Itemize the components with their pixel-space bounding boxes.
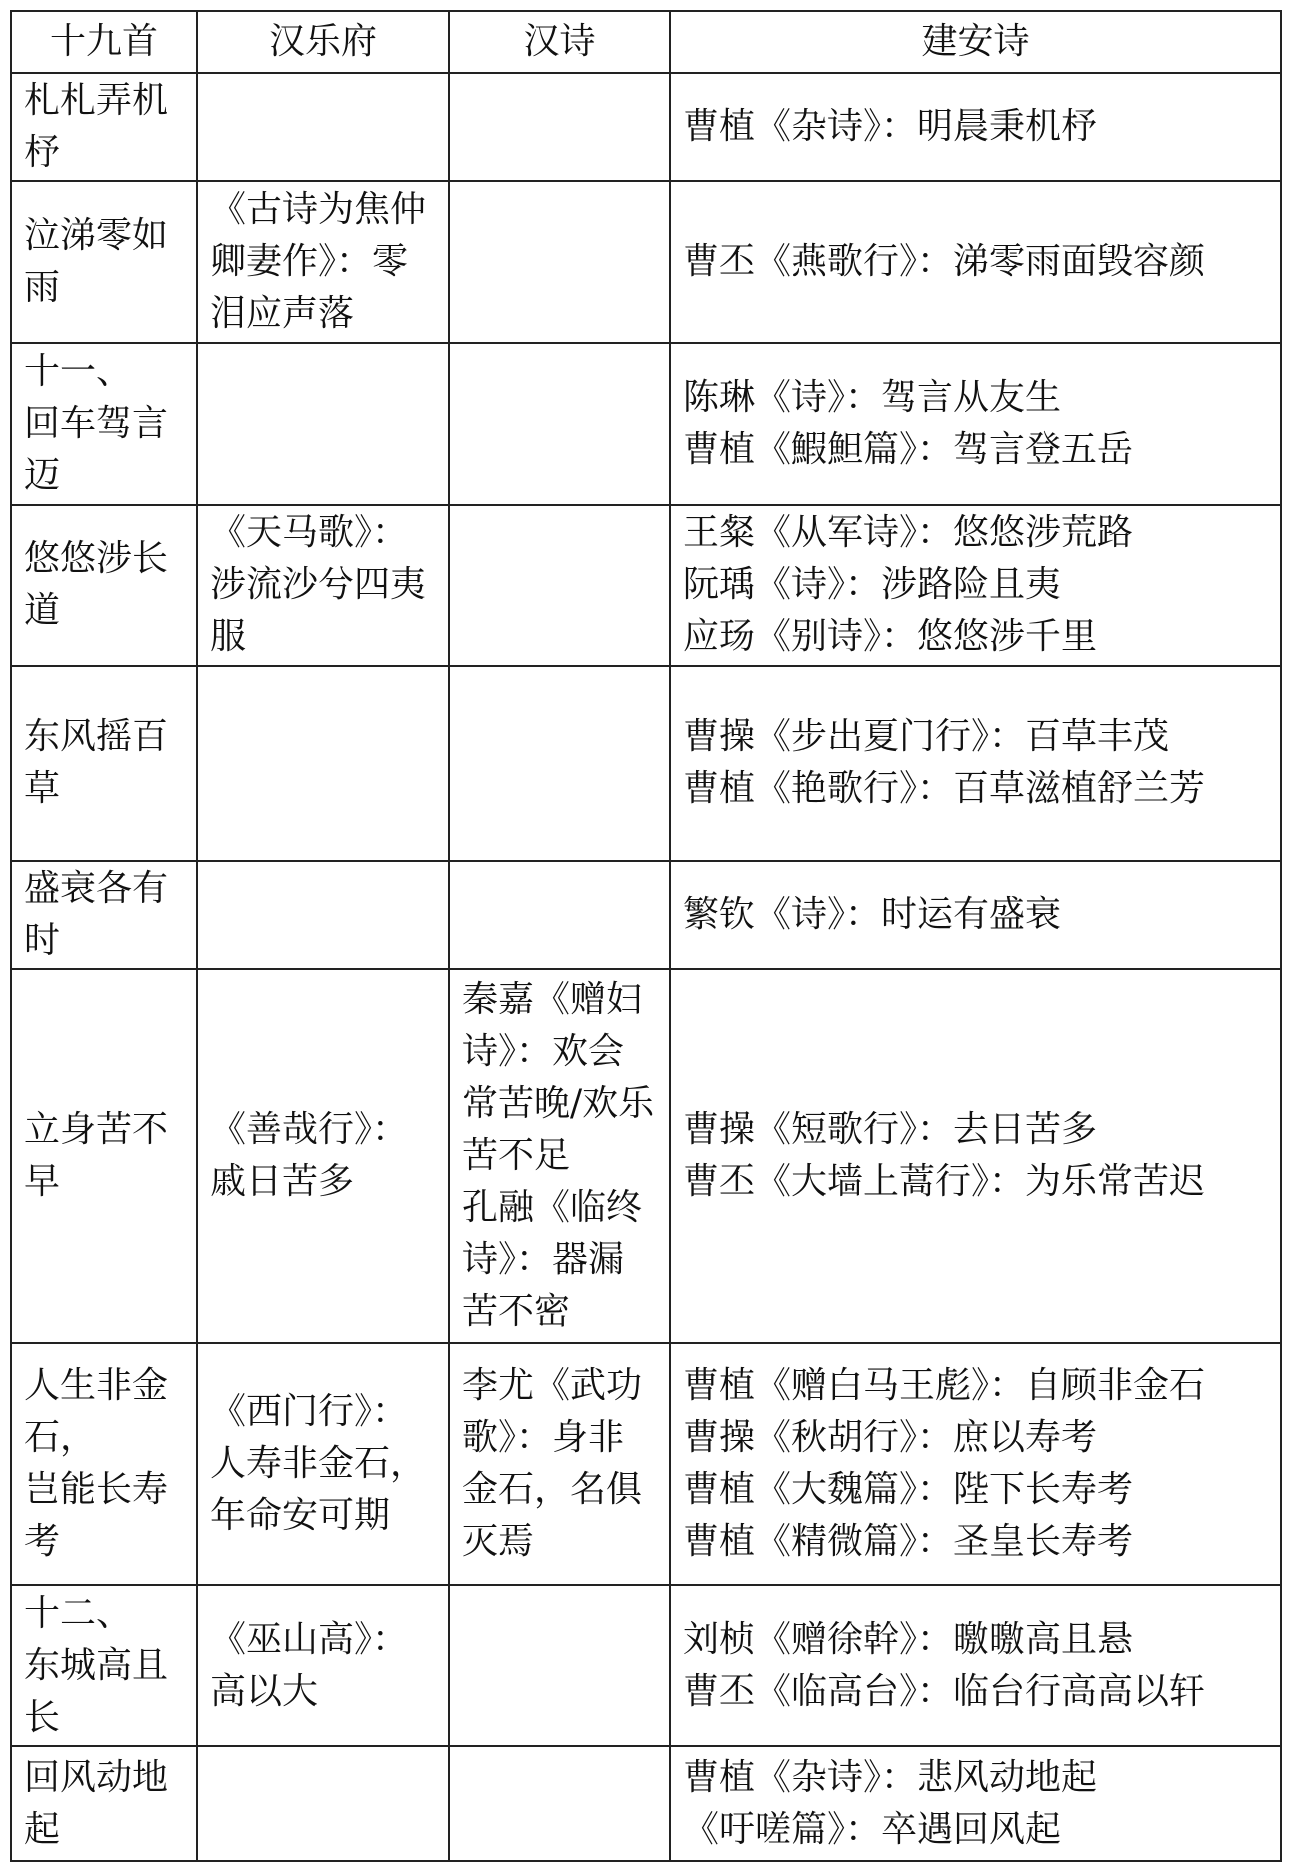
cell-line: 应玚《别诗》：悠悠涉千里 (683, 616, 1098, 658)
cell-jianan-shi (670, 861, 1281, 969)
cell-line: 曹植《艳歌行》：百草滋植舒兰芳 (683, 768, 1206, 810)
table-row (11, 1343, 1281, 1584)
cell-shijiushou (11, 1343, 197, 1584)
cell-han-shi (449, 969, 670, 1343)
cell-line: 曹植《大魏篇》：陛下长寿考 (683, 1469, 1134, 1511)
cell-shijiushou (11, 505, 197, 667)
cell-line: 曹植《赠白马王彪》：自顾非金石 (683, 1365, 1206, 1407)
cell-jianan-shi (670, 666, 1281, 860)
cell-line: 曹植《鰕䱇篇》：驾言登五岳 (683, 428, 1134, 470)
cell-line: 曹操《秋胡行》：庶以寿考 (683, 1417, 1098, 1459)
header-shijiushou: 十九首 (11, 11, 197, 73)
cell-han-shi (449, 505, 670, 667)
cell-line: 盛衰各有时 (24, 867, 169, 961)
cell-line: 孔融《临终诗》：器漏苦不密 (462, 1187, 643, 1333)
cell-line: 秦嘉《赠妇诗》：欢会常苦晚/欢乐苦不足 (462, 979, 655, 1177)
cell-line: 曹丕《燕歌行》：涕零雨面毁容颜 (683, 241, 1206, 283)
header-row (11, 11, 1281, 73)
table-row (11, 505, 1281, 667)
cell-han-yuefu (197, 861, 449, 969)
cell-han-shi (449, 861, 670, 969)
cell-han-yuefu (197, 1343, 449, 1584)
cell-line: 王粲《从军诗》：悠悠涉荒路 (683, 512, 1134, 554)
cell-line: 札札弄机杼 (24, 80, 169, 174)
cell-line: 《善哉行》：戚日苦多 (210, 1109, 409, 1203)
table-row (11, 969, 1281, 1343)
cell-han-shi (449, 1585, 670, 1747)
cell-shijiushou (11, 969, 197, 1343)
cell-shijiushou (11, 343, 197, 505)
cell-shijiushou (11, 181, 197, 343)
header-jianan-shi: 建安诗 (670, 11, 1281, 73)
cell-line: 十二、 (24, 1592, 133, 1634)
cell-han-yuefu (197, 1746, 449, 1861)
cell-jianan-shi (670, 181, 1281, 343)
cell-jianan-shi (670, 343, 1281, 505)
cell-jianan-shi (670, 73, 1281, 181)
cell-han-shi (449, 181, 670, 343)
header-han-shi: 汉诗 (449, 11, 670, 73)
cell-line: 十一、 (24, 350, 133, 392)
cell-han-shi (449, 666, 670, 860)
cell-line: 《吁嗟篇》：卒遇回风起 (683, 1808, 1062, 1850)
cell-line: 东风摇百草 (24, 716, 169, 810)
cell-shijiushou (11, 666, 197, 860)
cell-line: 立身苦不早 (24, 1109, 169, 1203)
table-row (11, 1585, 1281, 1747)
cell-line: 曹植《杂诗》：悲风动地起 (683, 1756, 1098, 1798)
table-row (11, 73, 1281, 181)
cell-line: 刘桢《赠徐幹》：曒曒高且悬 (683, 1618, 1134, 1660)
cell-line: 曹丕《临高台》：临台行高高以轩 (683, 1670, 1206, 1712)
poem-comparison-table (10, 10, 1282, 1862)
cell-line: 泣涕零如雨 (24, 215, 169, 309)
cell-line: 人生非金石， (24, 1365, 169, 1459)
cell-line: 《巫山高》：高以大 (210, 1618, 409, 1712)
table-row (11, 343, 1281, 505)
cell-line: 曹操《短歌行》：去日苦多 (683, 1109, 1098, 1151)
cell-line: 曹植《精微篇》：圣皇长寿考 (683, 1521, 1134, 1563)
cell-han-yuefu (197, 505, 449, 667)
cell-line: 曹操《步出夏门行》：百草丰茂 (683, 716, 1170, 758)
cell-han-yuefu (197, 343, 449, 505)
cell-line: 曹丕《大墙上蒿行》：为乐常苦迟 (683, 1161, 1206, 1203)
cell-line: 曹植《杂诗》：明晨秉机杼 (683, 106, 1098, 148)
cell-han-shi (449, 343, 670, 505)
cell-shijiushou (11, 73, 197, 181)
cell-jianan-shi (670, 1746, 1281, 1861)
cell-shijiushou (11, 1746, 197, 1861)
cell-line: 岂能长寿考 (24, 1469, 169, 1563)
cell-shijiushou (11, 1585, 197, 1747)
cell-line: 回车驾言迈 (24, 402, 169, 496)
cell-jianan-shi (670, 1343, 1281, 1584)
cell-line: 陈琳《诗》：驾言从友生 (683, 376, 1062, 418)
cell-han-shi (449, 73, 670, 181)
cell-line: 悠悠涉长道 (24, 538, 169, 632)
cell-han-yuefu (197, 73, 449, 181)
cell-han-shi (449, 1746, 670, 1861)
table-row (11, 181, 1281, 343)
cell-han-yuefu (197, 181, 449, 343)
table-row (11, 861, 1281, 969)
cell-jianan-shi (670, 969, 1281, 1343)
cell-jianan-shi (670, 505, 1281, 667)
cell-line: 《天马歌》：涉流沙兮四夷服 (210, 512, 427, 658)
cell-line: 阮瑀《诗》：涉路险且夷 (683, 564, 1062, 606)
cell-han-shi (449, 1343, 670, 1584)
cell-han-yuefu (197, 969, 449, 1343)
cell-han-yuefu (197, 1585, 449, 1747)
cell-line: 李尤《武功歌》：身非金石，名俱灭焉 (462, 1365, 643, 1563)
cell-shijiushou (11, 861, 197, 969)
cell-jianan-shi (670, 1585, 1281, 1747)
table-row (11, 1746, 1281, 1861)
cell-han-yuefu (197, 666, 449, 860)
header-han-yuefu: 汉乐府 (197, 11, 449, 73)
table-row (11, 666, 1281, 860)
cell-line: 《古诗为焦仲卿妻作》：零泪应声落 (210, 189, 427, 335)
cell-line: 繁钦《诗》：时运有盛衰 (683, 893, 1062, 935)
cell-line: 《西门行》：人寿非金石，年命安可期 (210, 1391, 427, 1537)
cell-line: 东城高且长 (24, 1644, 169, 1738)
cell-line: 回风动地起 (24, 1756, 169, 1850)
